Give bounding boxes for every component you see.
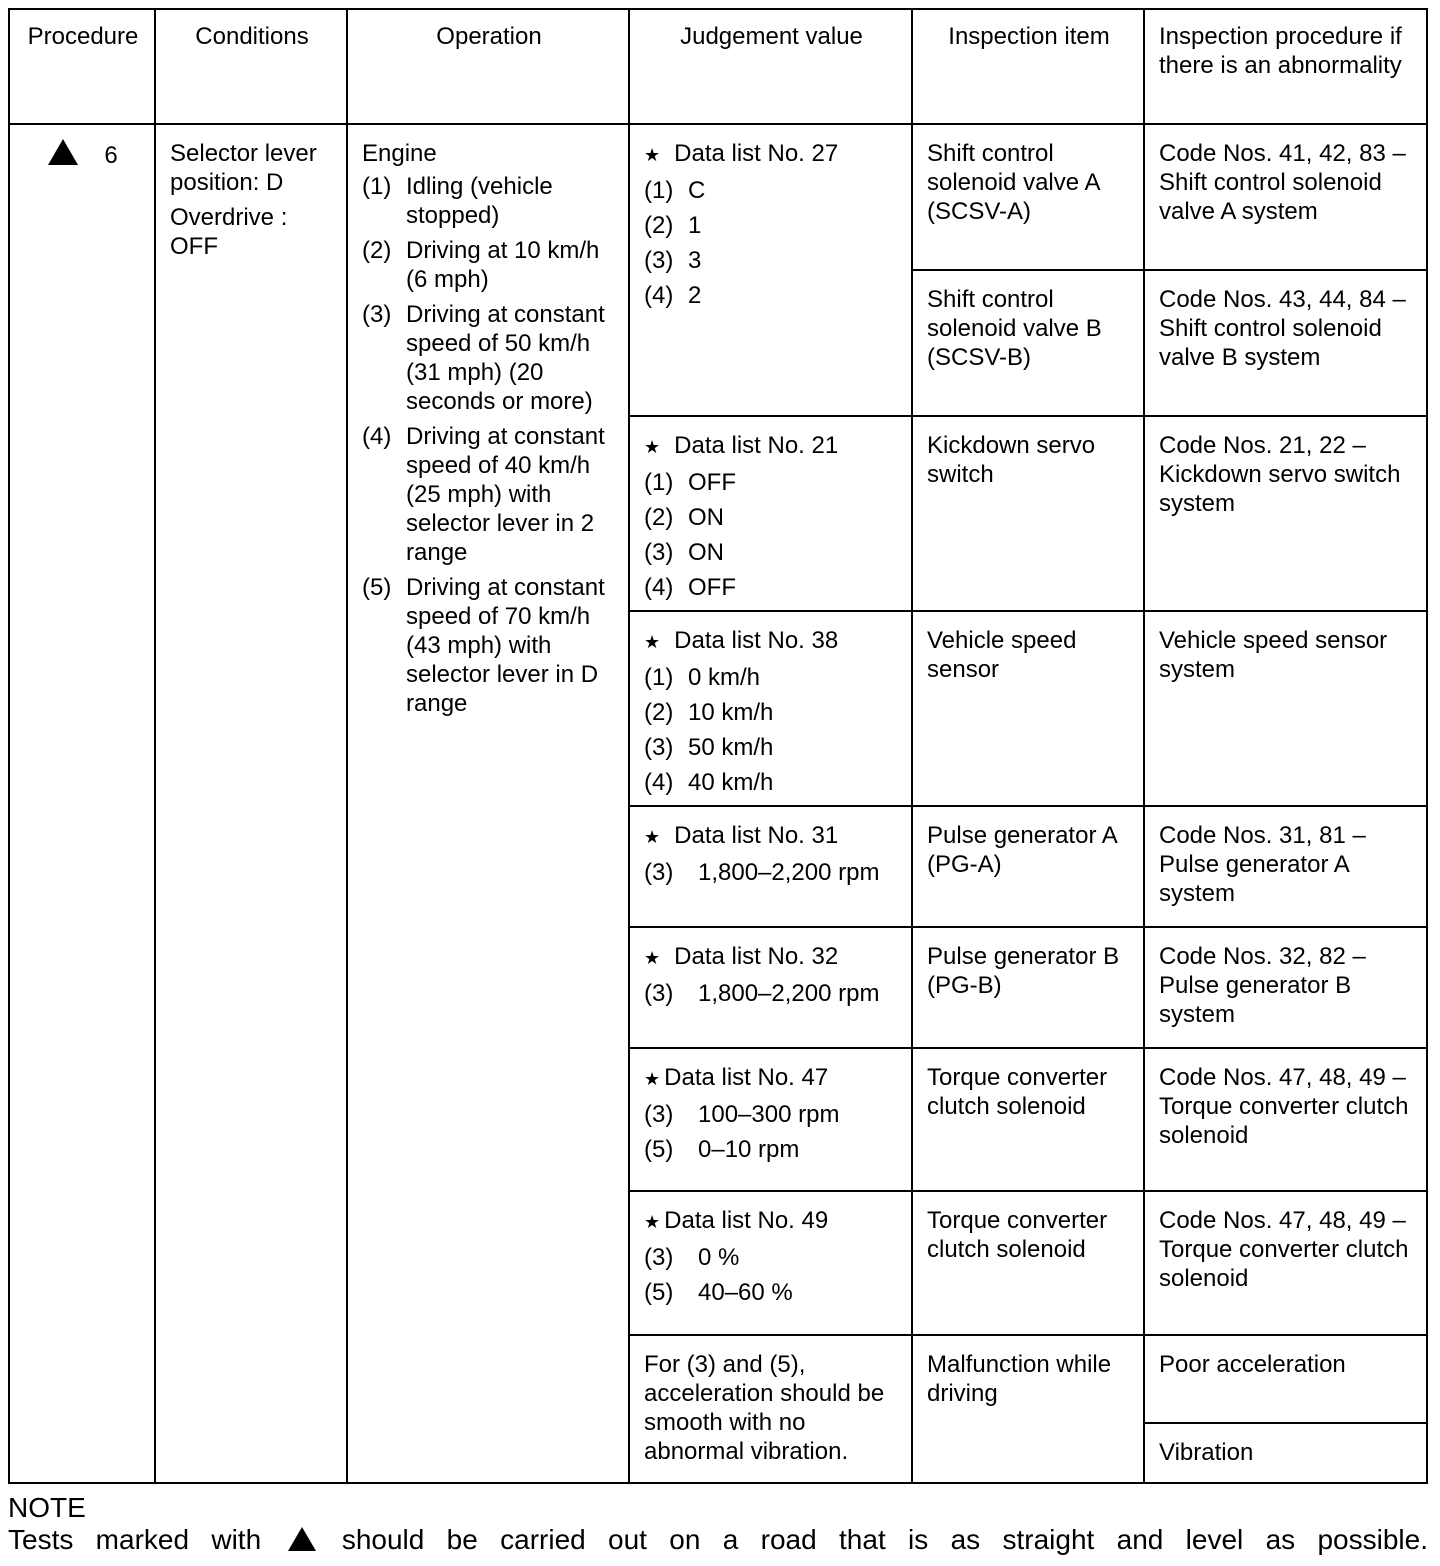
judgement-title: Data list No. 27 (674, 140, 839, 167)
triangle-icon (48, 139, 78, 165)
inspection-procedure-cell: Vehicle speed sensor system (1144, 611, 1427, 806)
inspection-procedure-cell: Code Nos. 41, 42, 83 – Shift control solenoid valve A system (1144, 124, 1427, 270)
judgement-value: (3) 1,800–2,200 rpm (644, 859, 880, 886)
header-conditions: Conditions (155, 9, 347, 124)
judgement-cell (629, 927, 912, 1048)
inspection-item-cell: Torque converter clutch solenoid (912, 1048, 1144, 1191)
operation-step (362, 172, 616, 230)
header-inspection-item: Inspection item (912, 9, 1144, 124)
inspection-procedure-cell: Poor acceleration (1144, 1335, 1427, 1423)
inspection-item-cell: Shift control solenoid valve A (SCSV-A) (912, 124, 1144, 270)
judgement-title: Data list No. 47 (664, 1064, 829, 1091)
judgement-value: (3) 1,800–2,200 rpm (644, 980, 880, 1007)
judgement-cell: For (3) and (5), acceleration should be smooth with no abnormal vibration. (629, 1335, 912, 1483)
inspection-procedure-cell: Vibration (1144, 1423, 1427, 1483)
judgement-value: (1) C (644, 177, 706, 204)
judgement-title: Data list No. 21 (674, 432, 839, 459)
note-text-before: Tests marked with (8, 1524, 262, 1555)
inspection-procedure-cell: Code Nos. 31, 81 – Pulse generator A system (1144, 806, 1427, 927)
operation-cell (347, 124, 629, 1483)
header-procedure: Procedure (9, 9, 155, 124)
conditions-cell (155, 124, 347, 1483)
operation-step (362, 573, 616, 718)
judgement-cell (629, 416, 912, 611)
step-text: Driving at 10 km/h (6 mph) (406, 237, 600, 293)
judgement-title: Data list No. 49 (664, 1207, 829, 1234)
inspection-item-cell: Vehicle speed sensor (912, 611, 1144, 806)
judgement-value: (1) 0 km/h (644, 664, 761, 691)
step-number: (4) (362, 423, 392, 450)
judgement-value: (5) 40–60 % (644, 1279, 793, 1306)
judgement-title: Data list No. 38 (674, 627, 839, 654)
operation-step (362, 300, 616, 416)
step-text: Idling (vehicle stopped) (406, 173, 553, 229)
procedure-cell (9, 124, 155, 1483)
inspection-table (8, 8, 1428, 1484)
inspection-item-cell: Malfunction while driving (912, 1335, 1144, 1483)
judgement-cell (629, 611, 912, 806)
header-judgement-value: Judgement value (629, 9, 912, 124)
note (8, 1492, 1428, 1556)
inspection-procedure-cell: Code Nos. 32, 82 – Pulse generator B system (1144, 927, 1427, 1048)
step-number: (3) (362, 301, 392, 328)
star-icon: ★ (644, 948, 661, 968)
star-icon: ★ (644, 145, 661, 165)
header-row (9, 9, 1427, 124)
judgement-value: (4) 2 (644, 282, 702, 309)
table-row (9, 124, 1427, 270)
header-operation: Operation (347, 9, 629, 124)
condition-selector-position: Selector lever position: D (170, 140, 317, 196)
judgement-cell (629, 1048, 912, 1191)
judgement-title: Data list No. 32 (674, 943, 839, 970)
inspection-item-cell: Shift control solenoid valve B (SCSV-B) (912, 270, 1144, 416)
inspection-procedure-cell: Code Nos. 47, 48, 49 – Torque converter clutch solenoid (1144, 1191, 1427, 1335)
judgement-cell (629, 1191, 912, 1335)
inspection-item-cell: Torque converter clutch solenoid (912, 1191, 1144, 1335)
judgement-cell (629, 124, 912, 416)
step-number: (1) (362, 173, 392, 200)
step-text: Driving at constant speed of 50 km/h (31 mph) (20 seconds or more) (406, 301, 605, 415)
note-body (8, 1524, 1428, 1556)
judgement-value: (4) 40 km/h (644, 769, 774, 796)
header-inspection-procedure: Inspection procedure if there is an abnormality (1144, 9, 1427, 124)
judgement-value: (2) ON (644, 504, 724, 531)
inspection-item-cell: Pulse generator B (PG-B) (912, 927, 1144, 1048)
star-icon: ★ (644, 437, 661, 457)
judgement-value: (3) 3 (644, 247, 702, 274)
step-text: Driving at constant speed of 70 km/h (43 mph) with selector lever in D range (406, 574, 605, 717)
note-title: NOTE (8, 1492, 86, 1523)
step-text: Driving at constant speed of 40 km/h (25 mph) with selector lever in 2 range (406, 423, 605, 566)
step-number: (2) (362, 237, 392, 264)
procedure-number: 6 (104, 142, 118, 169)
star-icon: ★ (644, 1069, 661, 1089)
judgement-value: (1) OFF (644, 469, 736, 496)
operation-step (362, 422, 616, 567)
operation-step (362, 236, 616, 294)
operation-title: Engine (362, 140, 437, 167)
inspection-item-cell: Kickdown servo switch (912, 416, 1144, 611)
condition-overdrive: Overdrive : OFF (170, 204, 288, 260)
judgement-value: (5) 0–10 rpm (644, 1136, 800, 1163)
judgement-value: (3) 0 % (644, 1244, 740, 1271)
star-icon: ★ (644, 827, 661, 847)
operation-steps (362, 172, 616, 718)
inspection-procedure-cell: Code Nos. 47, 48, 49 – Torque converter clutch solenoid (1144, 1048, 1427, 1191)
judgement-value: (4) OFF (644, 574, 736, 601)
note-text-after: should be carried out on a road that is as straight and level as possible. (341, 1524, 1428, 1555)
judgement-value: (2) 1 (644, 212, 702, 239)
step-number: (5) (362, 574, 392, 601)
judgement-value: (3) ON (644, 539, 724, 566)
judgement-value: (2) 10 km/h (644, 699, 774, 726)
inspection-procedure-cell: Code Nos. 21, 22 – Kickdown servo switch system (1144, 416, 1427, 611)
inspection-item-cell: Pulse generator A (PG-A) (912, 806, 1144, 927)
judgement-title: Data list No. 31 (674, 822, 839, 849)
triangle-icon (288, 1527, 316, 1551)
star-icon: ★ (644, 632, 661, 652)
star-icon: ★ (644, 1212, 661, 1232)
judgement-value: (3) 100–300 rpm (644, 1101, 840, 1128)
judgement-value: (3) 50 km/h (644, 734, 774, 761)
inspection-procedure-cell: Code Nos. 43, 44, 84 – Shift control solenoid valve B system (1144, 270, 1427, 416)
judgement-cell (629, 806, 912, 927)
